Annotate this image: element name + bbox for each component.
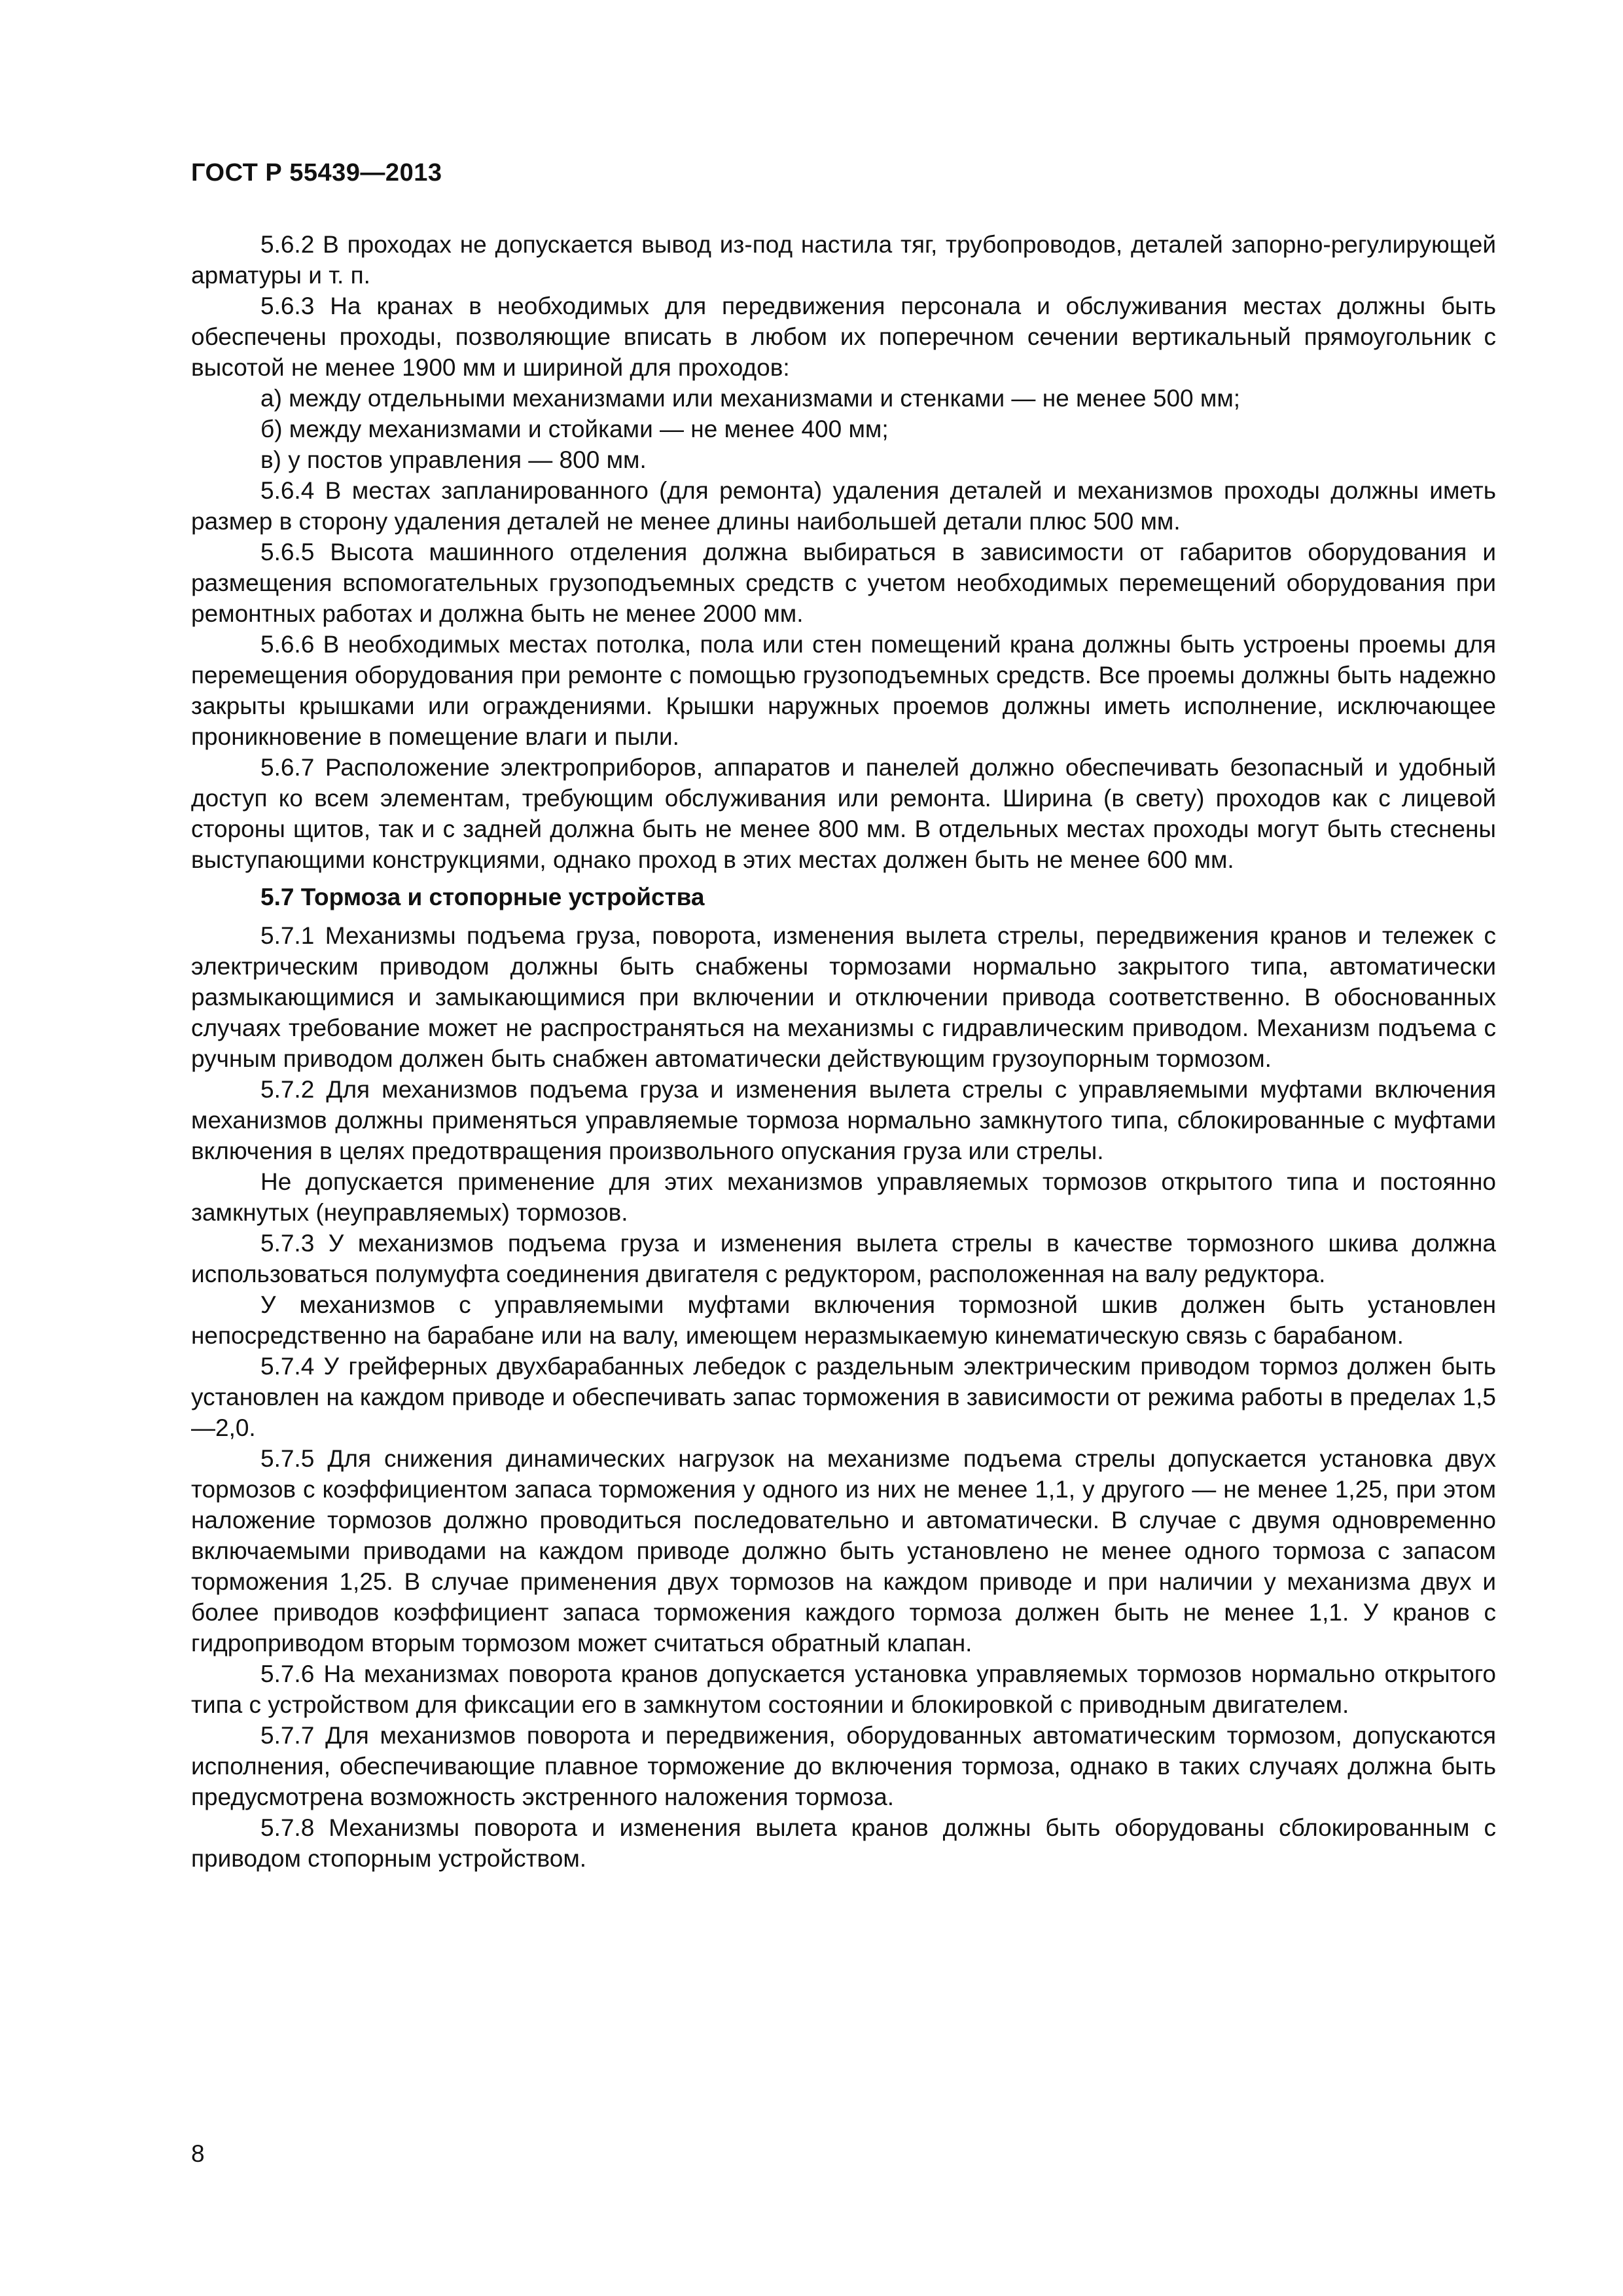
list-item-a: а) между отдельными механизмами или механизмами и стенками — не менее 500 мм; xyxy=(260,385,1241,412)
paragraph-5-7-3: 5.7.3 У механизмов подъема груза и изменения вылета стрелы в качестве тормозного шкива должна использоваться полумуфта соединения двигателя с редуктором, расположенная на валу редуктора. xyxy=(191,1230,1496,1287)
paragraph-5-7-8: 5.7.8 Механизмы поворота и изменения вылета кранов должны быть оборудованы сблокированным с приводом стопорным устройством. xyxy=(191,1814,1496,1872)
paragraph-5-7-5: 5.7.5 Для снижения динамических нагрузок на механизме подъема стрелы допускается установка двух тормозов с коэффициентом запаса торможения у одного из них не менее 1,1, у другого — не менее 1,25, при этом наложение тормозов должно проводиться последовательно и автоматически. В случае с двумя одновременно включаемыми приводами на каждом приводе должно быть установлено не менее одного тормоза с запасом торможения 1,25. В случае применения двух тормозов на каждом приводе и при наличии у механизма двух и более приводов коэффициент запаса торможения каждого тормоза должен быть не менее 1,1. У кранов с гидроприводом вторым тормозом может считаться обратный клапан. xyxy=(191,1445,1496,1657)
paragraph-5-6-6: 5.6.6 В необходимых местах потолка, пола или стен помещений крана должны быть устроены проемы для перемещения оборудования при ремонте с помощью грузоподъемных средств. Все проемы должны быть надежно закрыты крышками или ограждениями. Крышки наружных проемов должны иметь исполнение, исключающее проникновение в помещение влаги и пыли. xyxy=(191,631,1496,750)
paragraph-5-7-6: 5.7.6 На механизмах поворота кранов допускается установка управляемых тормозов нормально открытого типа с устройством для фиксации его в замкнутом состоянии и блокировкой с приводным двигателем. xyxy=(191,1660,1496,1718)
paragraph-5-7-3-continued: У механизмов с управляемыми муфтами включения тормозной шкив должен быть установлен непосредственно на барабане или на валу, имеющем неразмыкаемую кинематическую связь с барабаном. xyxy=(191,1291,1496,1349)
paragraph-5-6-4: 5.6.4 В местах запланированного (для ремонта) удаления деталей и механизмов проходы должны иметь размер в сторону удаления деталей не менее длины наибольшей детали плюс 500 мм. xyxy=(191,477,1496,535)
section-heading-5-7: 5.7 Тормоза и стопорные устройства xyxy=(260,884,705,910)
document-header: ГОСТ Р 55439—2013 xyxy=(191,159,442,187)
paragraph-5-7-1: 5.7.1 Механизмы подъема груза, поворота, изменения вылета стрелы, передвижения кранов и тележек с электрическим приводом должны быть снабжены тормозами нормально закрытого типа, автоматически размыкающимися и замыкающимися при включении и отключении привода соответственно. В обоснованных случаях требование может не распространяться на механизмы с гидравлическим приводом. Механизм подъема с ручным приводом должен быть снабжен автоматически действующим грузоупорным тормозом. xyxy=(191,922,1496,1072)
paragraph-5-7-2: 5.7.2 Для механизмов подъема груза и изменения вылета стрелы с управляемыми муфтами включения механизмов должны применяться управляемые тормоза нормально замкнутого типа, сблокированные с муфтами включения в целях предотвращения произвольного опускания груза или стрелы. xyxy=(191,1076,1496,1164)
paragraph-5-6-2: 5.6.2 В проходах не допускается вывод из-под настила тяг, трубопроводов, деталей запорно-регулирующей арматуры и т. п. xyxy=(191,231,1496,289)
paragraph-5-7-2-continued: Не допускается применение для этих механизмов управляемых тормозов открытого типа и постоянно замкнутых (неуправляемых) тормозов. xyxy=(191,1168,1496,1226)
paragraph-5-6-3: 5.6.3 На кранах в необходимых для передвижения персонала и обслуживания местах должны быть обеспечены проходы, позволяющие вписать в любом их поперечном сечении вертикальный прямоугольник с высотой не менее 1900 мм и шириной для проходов: xyxy=(191,293,1496,381)
paragraph-5-6-7: 5.6.7 Расположение электроприборов, аппаратов и панелей должно обеспечивать безопасный и удобный доступ ко всем элементам, требующим обслуживания или ремонта. Ширина (в свету) проходов как с лицевой стороны щитов, так и с задней должна быть не менее 800 мм. В отдельных местах проходы могут быть стеснены выступающими конструкциями, однако проход в этих местах должен быть не менее 600 мм. xyxy=(191,754,1496,873)
list-item-b: б) между механизмами и стойками — не менее 400 мм; xyxy=(260,416,889,442)
paragraph-5-7-7: 5.7.7 Для механизмов поворота и передвижения, оборудованных автоматическим тормозом, допускаются исполнения, обеспечивающие плавное торможение до включения тормоза, однако в таких случаях должна быть предусмотрена возможность экстренного наложения тормоза. xyxy=(191,1722,1496,1810)
document-body xyxy=(191,229,1496,1874)
page-number: 8 xyxy=(191,2140,205,2167)
paragraph-5-7-4: 5.7.4 У грейферных двухбарабанных лебедок с раздельным электрическим приводом тормоз должен быть установлен на каждом приводе и обеспечивать запас торможения в зависимости от режима работы в пределах 1,5—2,0. xyxy=(191,1353,1496,1441)
paragraph-5-6-5: 5.6.5 Высота машинного отделения должна выбираться в зависимости от габаритов оборудования и размещения вспомогательных грузоподъемных средств с учетом необходимых перемещений оборудования при ремонтных работах и должна быть не менее 2000 мм. xyxy=(191,539,1496,627)
list-item-c: в) у постов управления — 800 мм. xyxy=(260,446,647,473)
